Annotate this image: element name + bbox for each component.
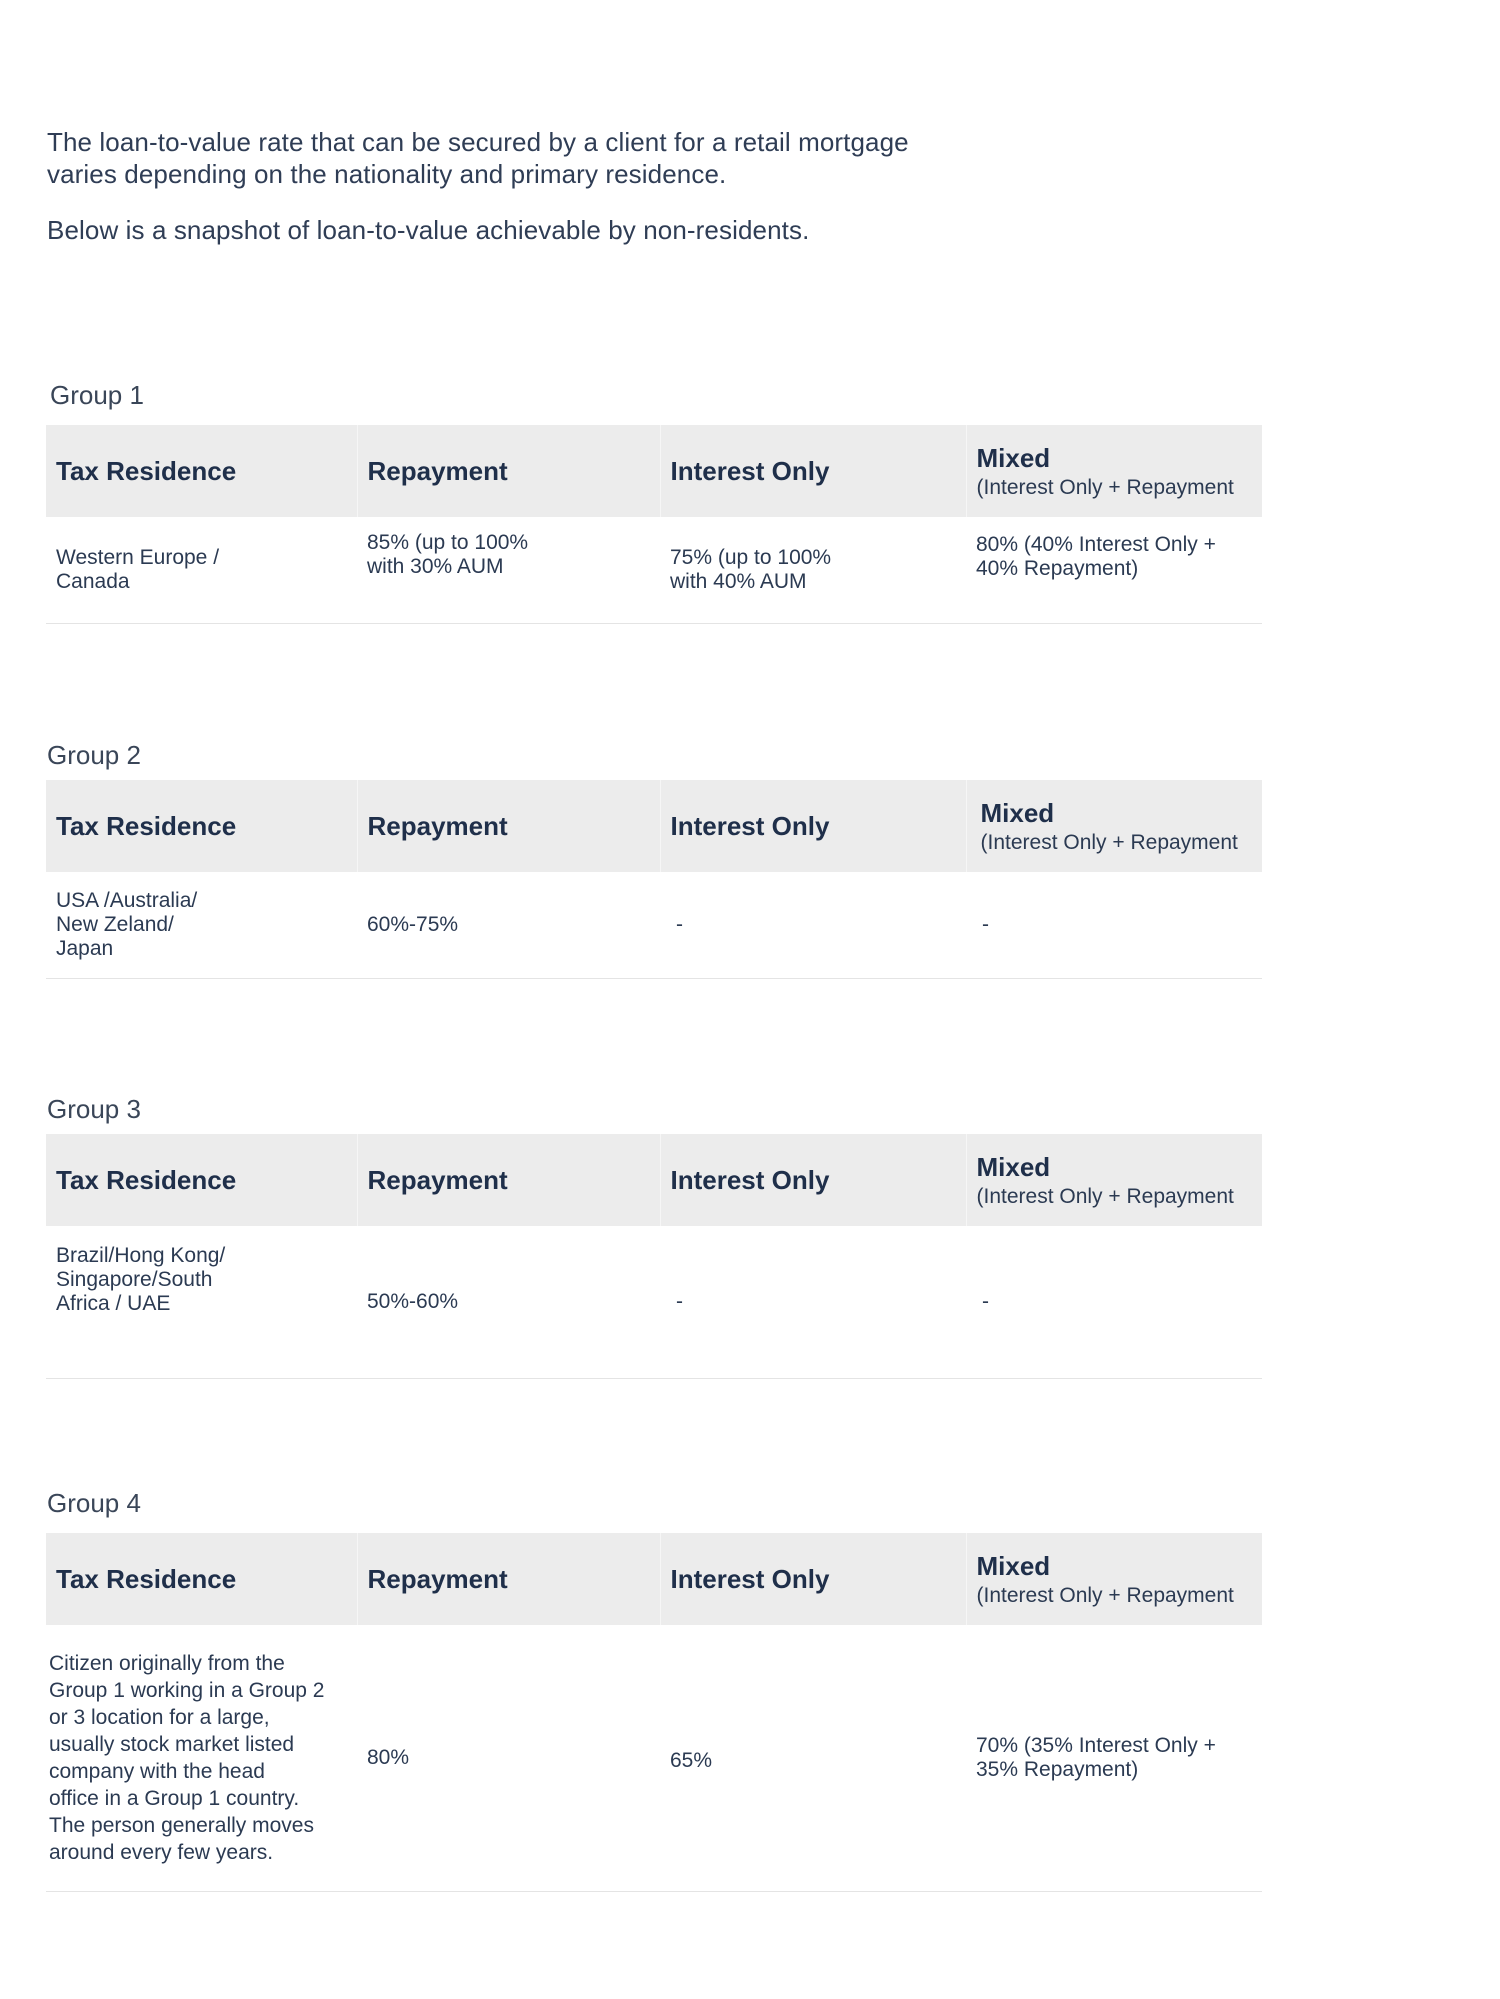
cell-tax-residence: Western Europe / Canada <box>46 517 357 623</box>
cell-tax-residence: Brazil/Hong Kong/ Singapore/South Africa / UAE <box>46 1226 357 1378</box>
cell-mixed: - <box>966 1226 1262 1378</box>
intro-paragraph-1: The loan-to-value rate that can be secured by a client for a retail mortgage varies depending on the nationality and primary residence. <box>47 127 909 189</box>
cell-repayment: 50%-60% <box>357 1226 660 1378</box>
header-interest-only: Interest Only <box>660 425 966 517</box>
header-mixed <box>966 780 1262 872</box>
table-row <box>46 1625 1262 1891</box>
group-1-title: Group 1 <box>50 380 144 410</box>
group-3-table <box>46 1134 1262 1379</box>
cell-mixed: 70% (35% Interest Only + 35% Repayment) <box>966 1625 1262 1891</box>
cell-tax-residence: Citizen originally from the Group 1 working in a Group 2 or 3 location for a large, usually stock market listed company with the head office in a Group 1 country. The person generally moves around every few years. <box>46 1625 357 1891</box>
header-tax-residence: Tax Residence <box>46 425 357 517</box>
table-header-row <box>46 425 1262 517</box>
header-mixed-subtitle: (Interest Only + Repayment <box>980 830 1238 854</box>
cell-interest-only: 65% <box>660 1625 966 1891</box>
header-tax-residence: Tax Residence <box>46 1134 357 1226</box>
cell-mixed: - <box>966 872 1262 978</box>
header-tax-residence: Tax Residence <box>46 780 357 872</box>
header-repayment: Repayment <box>357 780 660 872</box>
cell-interest-only: 75% (up to 100% with 40% AUM <box>660 517 966 623</box>
cell-tax-residence: USA /Australia/ New Zeland/ Japan <box>46 872 357 978</box>
header-interest-only: Interest Only <box>660 1533 966 1625</box>
header-mixed-label: Mixed <box>976 1151 1051 1182</box>
header-mixed <box>966 425 1262 517</box>
header-repayment: Repayment <box>357 1533 660 1625</box>
cell-mixed: 80% (40% Interest Only + 40% Repayment) <box>966 517 1262 623</box>
header-repayment: Repayment <box>357 1134 660 1226</box>
intro-text <box>47 126 1007 246</box>
group-4-title: Group 4 <box>47 1488 141 1518</box>
group-4-table <box>46 1533 1262 1892</box>
header-mixed <box>966 1134 1262 1226</box>
table-header-row <box>46 780 1262 872</box>
table-header-row <box>46 1533 1262 1625</box>
cell-interest-only: - <box>660 1226 966 1378</box>
intro-paragraph-2: Below is a snapshot of loan-to-value achievable by non-residents. <box>47 215 810 245</box>
cell-repayment: 60%-75% <box>357 872 660 978</box>
header-tax-residence: Tax Residence <box>46 1533 357 1625</box>
table-row <box>46 517 1262 623</box>
header-interest-only: Interest Only <box>660 780 966 872</box>
cell-repayment: 80% <box>357 1625 660 1891</box>
table-row <box>46 872 1262 978</box>
group-2-title: Group 2 <box>47 740 141 770</box>
header-mixed <box>966 1533 1262 1625</box>
header-mixed-label: Mixed <box>980 797 1055 828</box>
group-1-table <box>46 425 1262 624</box>
group-3-title: Group 3 <box>47 1094 141 1124</box>
cell-repayment: 85% (up to 100% with 30% AUM <box>357 517 660 623</box>
group-2-table <box>46 780 1262 979</box>
header-mixed-subtitle: (Interest Only + Repayment <box>976 1583 1234 1607</box>
cell-interest-only: - <box>660 872 966 978</box>
header-mixed-subtitle: (Interest Only + Repayment <box>976 1184 1234 1208</box>
header-interest-only: Interest Only <box>660 1134 966 1226</box>
table-row <box>46 1226 1262 1378</box>
header-mixed-label: Mixed <box>976 1550 1051 1581</box>
header-repayment: Repayment <box>357 425 660 517</box>
header-mixed-label: Mixed <box>976 442 1051 473</box>
header-mixed-subtitle: (Interest Only + Repayment <box>976 475 1234 499</box>
table-header-row <box>46 1134 1262 1226</box>
